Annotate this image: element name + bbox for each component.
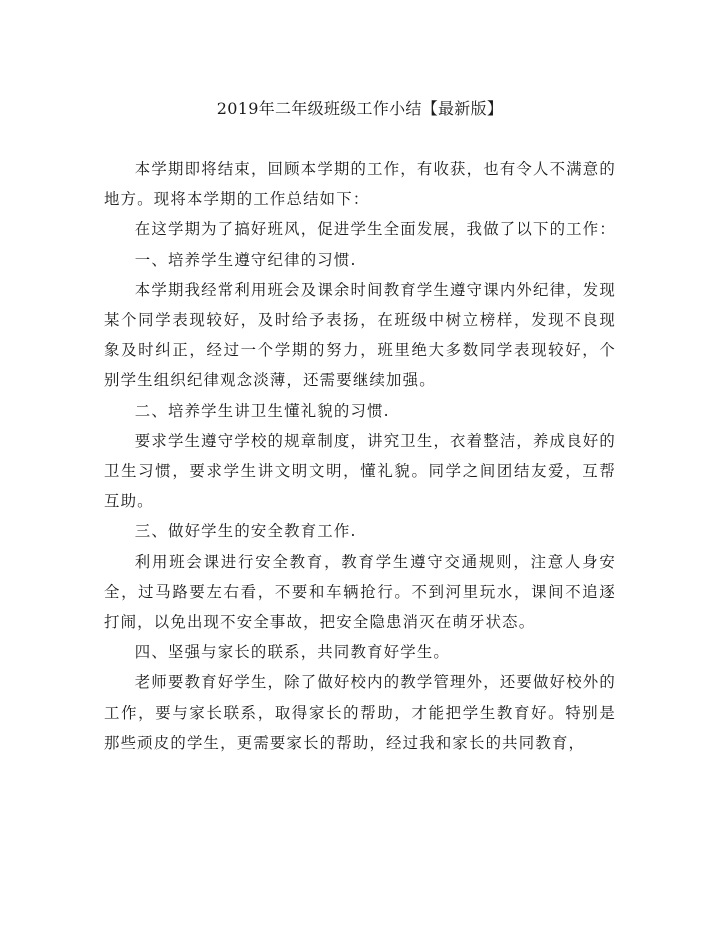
section-heading: 一、培养学生遵守纪律的习惯. bbox=[134, 250, 357, 269]
section-heading: 二、培养学生讲卫生懂礼貌的习惯. bbox=[134, 401, 390, 420]
section-heading: 三、做好学生的安全教育工作. bbox=[134, 522, 357, 541]
paragraph: 老师要教育好学生，除了做好校内的教学管理外，还要做好校外的工作，要与家长联系，取得家长的帮助，才能把学生教育好。特别是那些顽皮的学生，更需要家长的帮助，经过我和家长的共同教育， bbox=[104, 673, 616, 752]
paragraph: 要求学生遵守学校的规章制度，讲究卫生，衣着整洁，养成良好的卫生习惯，要求学生讲文明文明，懂礼貌。同学之间团结友爱，互帮互助。 bbox=[104, 431, 616, 511]
paragraph: 利用班会课进行安全教育，教育学生遵守交通规则，注意人身安全，过马路要左右看，不要和车辆抢行。不到河里玩水，课间不追逐打闹，以免出现不安全事故，把安全隐患消灭在萌牙状态。 bbox=[104, 552, 616, 632]
document-body bbox=[104, 154, 616, 758]
paragraph: 本学期即将结束，回顾本学期的工作，有收获，也有令人不满意的地方。现将本学期的工作总结如下： bbox=[104, 160, 616, 209]
paragraph: 本学期我经常利用班会及课余时间教育学生遵守课内外纪律，发现某个同学表现较好，及时给予表扬，在班级中树立榜样，发现不良现象及时纠正，经过一个学期的努力，班里绝大多数同学表现较好，个别学生组织纪律观念淡薄，还需要继续加强。 bbox=[104, 280, 616, 390]
paragraph: 在这学期为了搞好班风，促进学生全面发展，我做了以下的工作： bbox=[134, 220, 616, 239]
section-heading: 四、坚强与家长的联系，共同教育好学生。 bbox=[134, 643, 451, 662]
document-title: 2019年二年级班级工作小结【最新版】 bbox=[216, 99, 504, 118]
